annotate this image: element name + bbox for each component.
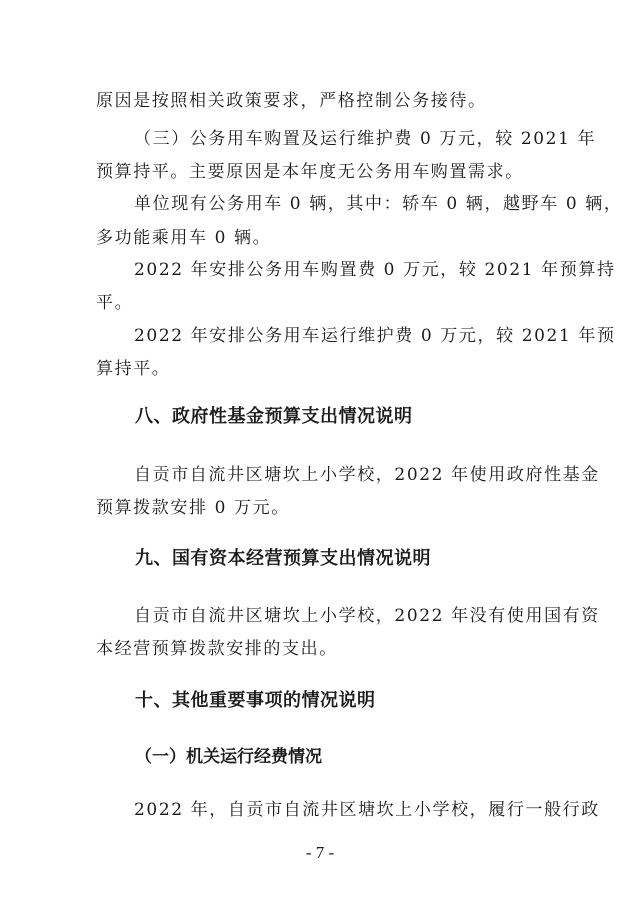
- subsection-heading: （一）机关运行经费情况: [135, 747, 322, 767]
- body-line: （三）公务用车购置及运行维护费 0 万元，较 2021 年: [134, 129, 597, 149]
- body-line: 自贡市自流井区塘坎上小学校，2022 年没有使用国有资: [134, 606, 600, 626]
- body-line: 原因是按照相关政策要求，严格控制公务接待。: [96, 91, 487, 111]
- body-line: 2022 年，自贡市自流井区塘坎上小学校，履行一般行政: [134, 800, 600, 820]
- body-line: 2022 年安排公务用车购置费 0 万元，较 2021 年预算持: [134, 260, 616, 280]
- page-number: - 7 -: [305, 843, 335, 862]
- body-line: 自贡市自流井区塘坎上小学校，2022 年使用政府性基金: [134, 465, 600, 485]
- body-line: 算持平。: [96, 359, 171, 379]
- section-heading-10: 十、其他重要事项的情况说明: [135, 690, 376, 711]
- body-line: 单位现有公务用车 0 辆，其中：轿车 0 辆，越野车 0 辆，: [134, 194, 623, 214]
- section-heading-9: 九、国有资本经营预算支出情况说明: [135, 548, 431, 569]
- body-line: 本经营预算拨款安排的支出。: [96, 639, 338, 659]
- section-heading-8: 八、政府性基金预算支出情况说明: [135, 406, 413, 427]
- body-line: 2022 年安排公务用车运行维护费 0 万元，较 2021 年预: [134, 326, 616, 346]
- body-line: 多功能乘用车 0 辆。: [96, 228, 272, 248]
- body-line: 预算拨款安排 0 万元。: [96, 498, 290, 518]
- body-line: 平。: [96, 293, 134, 313]
- body-line: 预算持平。主要原因是本年度无公务用车购置需求。: [96, 162, 524, 182]
